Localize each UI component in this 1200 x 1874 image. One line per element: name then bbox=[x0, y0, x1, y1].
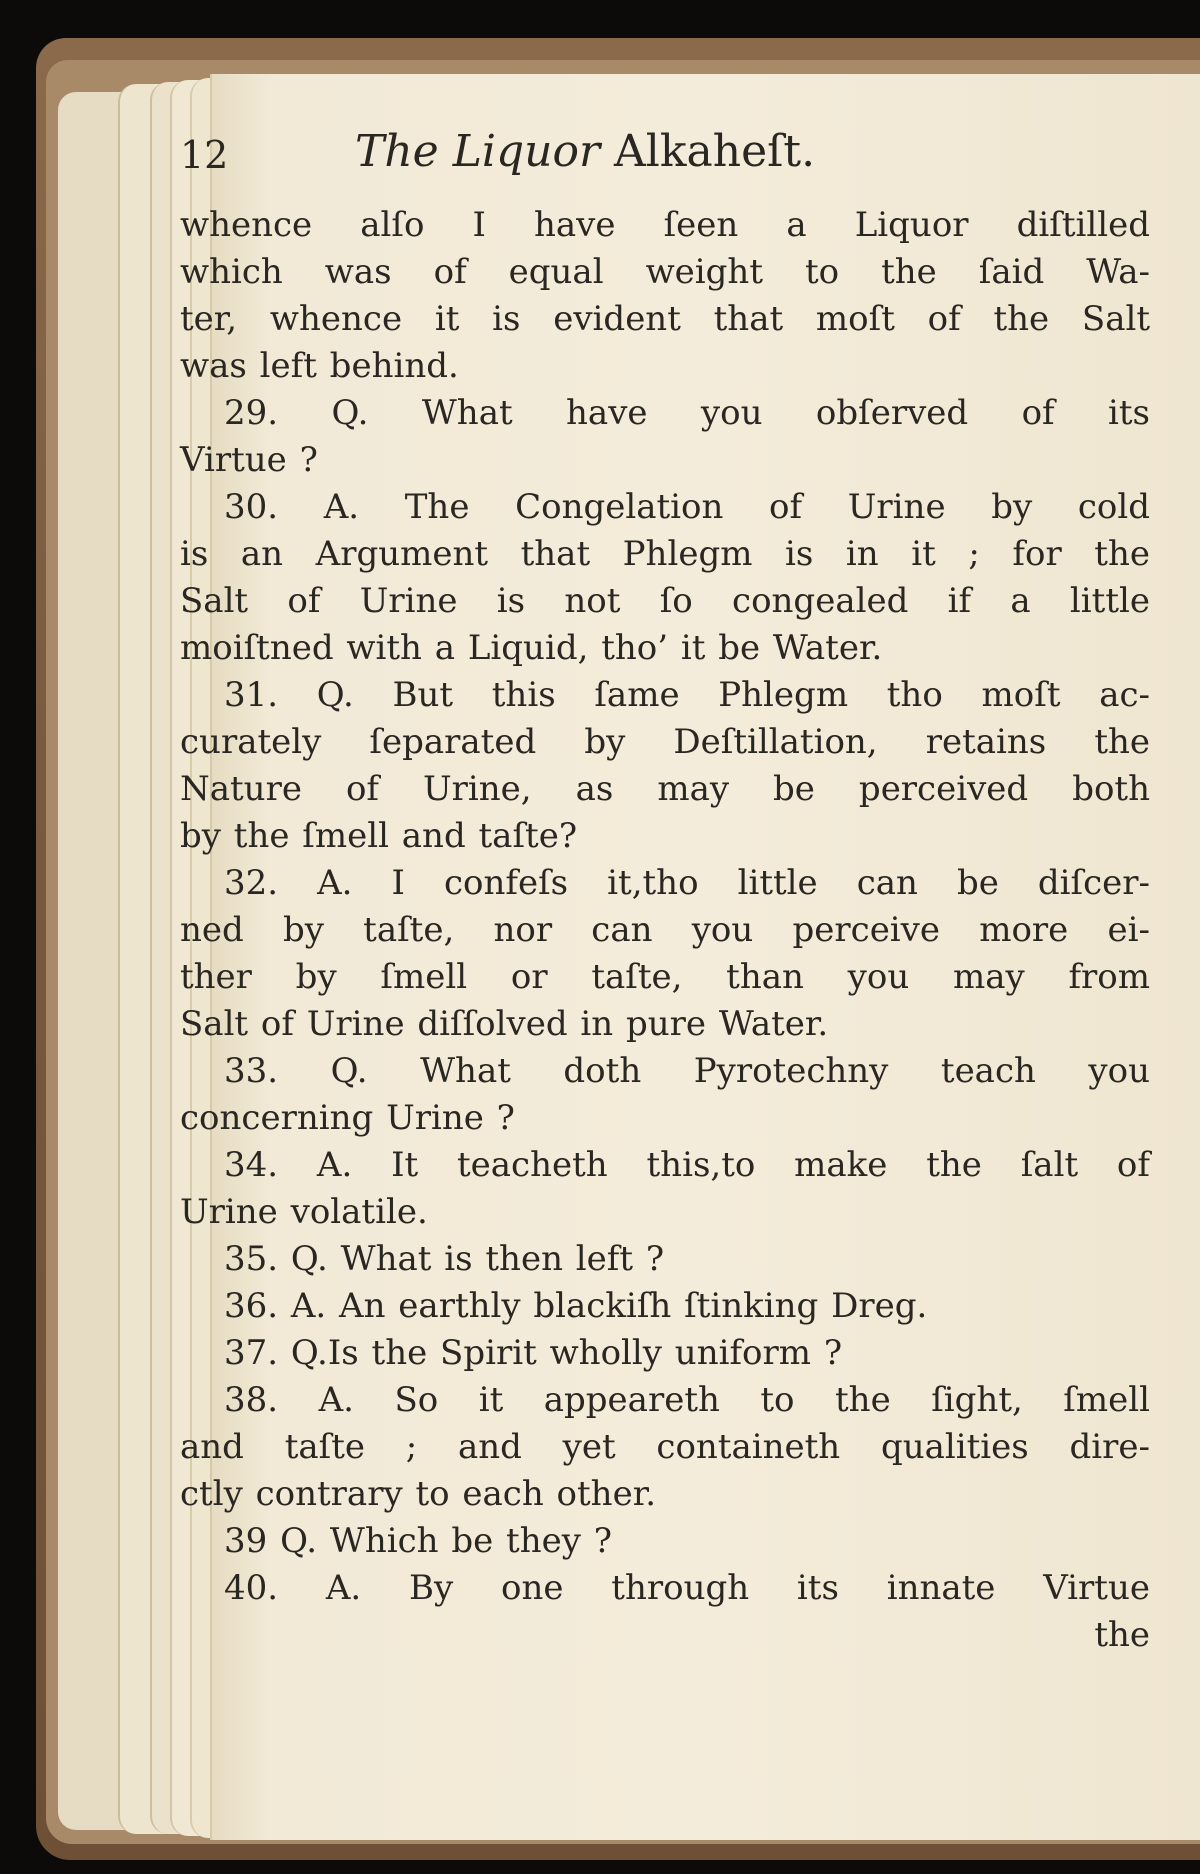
text-line: moiſtned with a Liquid, tho’ it be Water. bbox=[180, 628, 883, 668]
body-text bbox=[180, 202, 1160, 1659]
text-line: ter, whence it is evident that moſt of the Salt bbox=[180, 299, 1150, 339]
text-line: 31. Q. But this ſame Phlegm tho moſt ac- bbox=[224, 675, 1150, 715]
text-line: by the ſmell and taſte? bbox=[180, 816, 578, 856]
text-line: curately ſeparated by Deſtillation, retains the bbox=[180, 722, 1150, 762]
text-line: 34. A. It teacheth this,to make the ſalt of bbox=[224, 1145, 1150, 1185]
page-number: 12 bbox=[180, 133, 229, 177]
text-line: 40. A. By one through its innate Virtue bbox=[224, 1568, 1150, 1608]
catchword-line bbox=[180, 1612, 1150, 1659]
text-line: ctly contrary to each other. bbox=[180, 1474, 657, 1514]
text-line: 38. A. So it appeareth to the ſight, ſmell bbox=[224, 1380, 1150, 1420]
text-line: which was of equal weight to the ſaid Wa- bbox=[180, 252, 1150, 292]
text-line: is an Argument that Phlegm is in it ; for the bbox=[180, 534, 1150, 574]
text-line: Salt of Urine is not ſo congealed if a little bbox=[180, 581, 1150, 621]
text-line: Nature of Urine, as may be perceived both bbox=[180, 769, 1150, 809]
text-line: 33. Q. What doth Pyrotechny teach you bbox=[224, 1051, 1150, 1091]
text-line: 32. A. I confeſs it,tho little can be diſcer- bbox=[224, 863, 1150, 903]
text-line: was left behind. bbox=[180, 346, 459, 386]
text-line: Virtue ? bbox=[180, 440, 318, 480]
text-line: whence alſo I have ſeen a Liquor diſtilled bbox=[180, 205, 1150, 245]
text-line: 35. Q. What is then left ? bbox=[224, 1239, 665, 1279]
catchword: the bbox=[1094, 1615, 1150, 1655]
text-line: Urine volatile. bbox=[180, 1192, 428, 1232]
text-line: and taſte ; and yet containeth qualities dire- bbox=[180, 1427, 1150, 1467]
text-line: ther by ſmell or taſte, than you may from bbox=[180, 957, 1150, 997]
text-line: 39 Q. Which be they ? bbox=[224, 1521, 612, 1561]
text-line: Salt of Urine diſſolved in pure Water. bbox=[180, 1004, 829, 1044]
text-line: 36. A. An earthly blackiſh ſtinking Dreg. bbox=[224, 1286, 928, 1326]
text-line: 30. A. The Congelation of Urine by cold bbox=[224, 487, 1150, 527]
page-header bbox=[180, 120, 900, 190]
text-line: concerning Urine ? bbox=[180, 1098, 515, 1138]
text-line: 29. Q. What have you obſerved of its bbox=[224, 393, 1150, 433]
running-title-roman: Alkaheſt. bbox=[614, 126, 816, 177]
running-title-italic: The Liquor bbox=[355, 126, 601, 177]
text-line: ned by taſte, nor can you perceive more ei- bbox=[180, 910, 1150, 950]
running-title bbox=[355, 128, 815, 175]
text-line: 37. Q.Is the Spirit wholly uniform ? bbox=[224, 1333, 843, 1373]
